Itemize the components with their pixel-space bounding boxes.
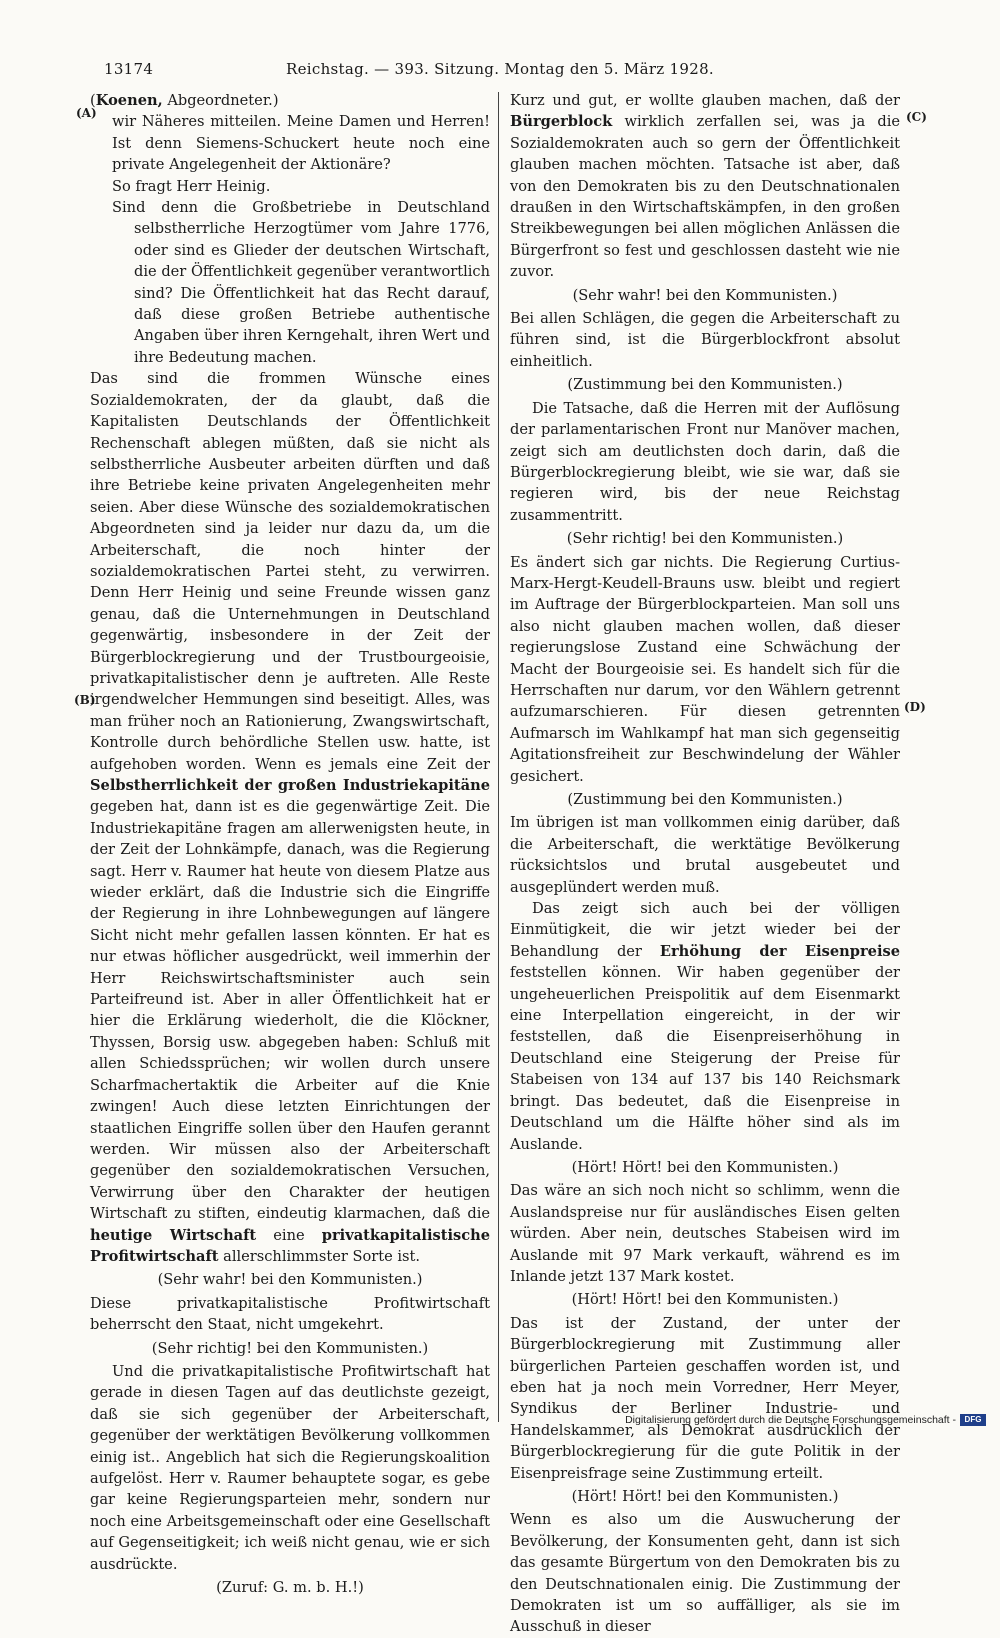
interjection: (Hört! Hört! bei den Kommunisten.) — [571, 1158, 839, 1176]
margin-marker-a: (A) — [76, 106, 97, 120]
speaker-role: Abgeordneter.) — [167, 92, 279, 109]
margin-marker-d: (D) — [904, 700, 926, 714]
speaker-line: (Koenen, Abgeordneter.) — [90, 92, 279, 109]
paragraph: Bei allen Schlägen, die gegen die Arbeiterschaft zu führen sind, ist die Bürgerblockfront absolut einheitlich. — [510, 310, 900, 370]
margin-marker-b: (B) — [74, 693, 96, 707]
dfg-logo-icon: DFG — [960, 1414, 986, 1426]
interjection: (Zuruf: G. m. b. H.!) — [216, 1579, 364, 1597]
margin-marker-c: (C) — [906, 110, 927, 124]
quotation: Sind denn die Großbetriebe in Deutschland selbstherrliche Herzogtümer vom Jahre 1776, oder sind es Glieder der deutschen Wirtschaft, die der Öffentlichkeit gegenüber verantwortlich sind? Die Öffentlichkeit hat das Recht darauf, daß diese großen Betriebe authentische Angaben über ihren Kerngehalt, ihren Wert und ihre Bedeutung machen. — [112, 199, 490, 366]
paragraph: Das ist der Zustand, der unter der Bürgerblockregierung mit Zustimmung aller bürgerlichen Parteien geschaffen worden ist, und eben hat ja noch mein Vorredner, Herr Meyer, Syndikus der Berliner Industrie- und Handelskammer, als Demokrat ausdrücklich der Bürgerblockregierung für die gute Politik in der Eisenpreisfrage seine Zustimmung erteilt. — [510, 1314, 900, 1482]
page-number: 13174 — [104, 60, 154, 78]
paragraph: Diese privatkapitalistische Profitwirtschaft beherrscht den Staat, nicht umgekehrt. — [90, 1294, 490, 1334]
interjection: (Hört! Hört! bei den Kommunisten.) — [571, 1488, 839, 1505]
interjection: (Sehr richtig! bei den Kommunisten.) — [151, 1339, 429, 1357]
paragraph: So fragt Herr Heinig. — [112, 177, 271, 195]
digitization-footer — [625, 1414, 986, 1426]
interjection: (Sehr richtig! bei den Kommunisten.) — [566, 530, 844, 548]
bold-phrase: Erhöhung der Eisenpreise — [659, 942, 900, 960]
bold-phrase: Bürgerblock — [510, 113, 613, 131]
bold-phrase: Selbstherrlichkeit der großen Industriekapitäne — [90, 777, 490, 794]
paragraph: Das wäre an sich noch nicht so schlimm, wenn die Auslandspreise nur für ausländisches Eisen gelten würden. Aber nein, deutsches Stabeisen wird im Auslande mit 97 Mark verkauft, während es im Inlande jetzt 137 Mark kostet. — [510, 1182, 900, 1285]
interjection: (Hört! Hört! bei den Kommunisten.) — [571, 1291, 839, 1309]
bold-phrase: heutige Wirtschaft — [90, 1226, 257, 1244]
footer-text: Digitalisierung gefördert durch die Deutsche Forschungsgemeinschaft - — [625, 1414, 956, 1426]
interjection: (Zustimmung bei den Kommunisten.) — [567, 376, 843, 394]
header-title: Reichstag. — 393. Sitzung. Montag den 5. März 1928. — [286, 60, 714, 78]
speaker-name: Koenen, — [95, 92, 163, 109]
paragraph: Es ändert sich gar nichts. Die Regierung Curtius-Marx-Hergt-Keudell-Brauns usw. bleibt und regiert im Auftrage der Bürgerblockparteien. Man soll uns also nicht glauben machen wollen, daß dieser regierungslose Zustand eine Schwächung der Macht der Bourgeoisie sei. Es handelt sich für die Herrschaften nur darum, vor den Wählern getrennt aufzumarschieren. Für diesen getrennten Aufmarsch im Wahlkampf hat man sich gegenseitig Agitationsfreiheit zur Beschwindelung der Wähler gesichert. — [510, 553, 900, 785]
interjection: (Sehr wahr! bei den Kommunisten.) — [157, 1271, 423, 1289]
paragraph: wir Näheres mitteilen. Meine Damen und Herren! Ist denn Siemens-Schuckert heute noch eine private Angelegenheit der Aktionäre? — [112, 113, 490, 174]
paragraph: Wenn es also um die Auswucherung der Bevölkerung, der Konsumenten geht, dann ist sich das gesamte Bürgertum von den Demokraten bis zu den Deutschnationalen einig. Die Zustimmung der Demokraten ist um so auffälliger, als sie im Ausschuß in dieser — [510, 1511, 900, 1636]
column-divider — [498, 92, 499, 1422]
left-column — [90, 90, 490, 1600]
right-column — [510, 90, 900, 1638]
paragraph: Das sind die frommen Wünsche eines Sozialdemokraten, der da glaubt, daß die Kapitalisten Deutschlands der Öffentlichkeit Rechenschaft ablegen müßten, daß sie nicht als selbstherrliche Ausbeuter arbeiten dürften und daß ihre Betriebe keine privaten Angelegenheiten mehr seien. Aber diese Wünsche des sozialdemokratischen Abgeordneten sind ja leider nur dazu da, um die Arbeiterschaft, die noch hinter der sozialdemokratischen Partei steht, zu verwirren. Denn Herr Heinig und seine Freunde wissen ganz genau, daß die Unternehmungen in Deutschland gegenwärtig, insbesondere in der Zeit der Bürgerblockregierung und der Trustbourgeoisie, privatkapitalistischer denn je auftreten. Alle Reste irgendwelcher Hemmungen sind beseitigt. Alles, was man früher noch an Rationierung, Zwangswirtschaft, Kontrolle durch behördliche Stellen usw. hatte, ist aufgehoben worden. Wenn es jemals eine Zeit der Selbstherrlichkeit der großen Industriekapitäne gegeben hat, dann ist es die gegenwärtige Zeit. Die Industriekapitäne fragen am allerwenigsten heute, in der Zeit der Lohnkämpfe, danach, was die Regierung sagt. Herr v. Raumer hat heute von diesem Platze aus wieder erklärt, daß die Industrie sich die Eingriffe der Regierung in ihre Lohnbewegungen auf längere Sicht nicht mehr gefallen lassen könnten. Er hat es nur etwas höflicher ausgedrückt, weil immerhin der Herr Reichswirtschaftsminister auch sein Parteifreund ist. Aber in aller Öffentlichkeit hat er hier die Erklärung wiederholt, die die Klöckner, Thyssen, Borsig usw. abgegeben haben: Schluß mit allen Schiedssprüchen; wir wollen durch unsere Scharfmachertaktik die Arbeiter auf die Knie zwingen! Auch diese letzten Einrichtungen der staatlichen Eingriffe sollen über den Haufen gerannt werden. Wir müssen also der Arbeiterschaft gegenüber den sozialdemokratischen Versuchen, Verwirrung über den Charakter der heutigen Wirtschaft zu stiften, eindeutig klarmachen, daß die heutige Wirtschaft eine privatkapitalistische Profitwirtschaft allerschlimmster Sorte ist. — [90, 370, 490, 1265]
paragraph: Die Tatsache, daß die Herren mit der Auflösung der parlamentarischen Front nur Manöver machen, zeigt sich am deutlichsten doch darin, daß die Bürgerblockregierung bleibt, wie sie war, daß sie regieren wird, bis der neue Reichstag zusammentritt. — [510, 399, 900, 524]
paragraph: Kurz und gut, er wollte glauben machen, daß der Bürgerblock wirklich zerfallen sei, was ja die Sozialdemokraten auch so gern der Öffentlichkeit glauben machen möchten. Tatsache ist aber, daß von den Demokraten bis zu den Deutschnationalen draußen in den Wirtschaftskämpfen, in den großen Streikbewegungen bei allen möglichen Anlässen die Bürgerfront so fest und geschlossen dasteht wie nie zuvor. — [510, 92, 901, 281]
paragraph: Und die privatkapitalistische Profitwirtschaft hat gerade in diesen Tagen auf das deutlichste gezeigt, daß sie sich gegenüber der Arbeiterschaft, gegenüber der werktätigen Bevölkerung vollkommen einig ist.. Angeblich hat sich die Regierungskoalition aufgelöst. Herr v. Raumer behauptete sogar, es gebe gar keine Regierungsparteien mehr, sondern nur noch eine Arbeitsgemeinschaft oder eine Gesellschaft auf Gegenseitigkeit; ich weiß nicht genau, wie er sich ausdrückte. — [90, 1362, 490, 1573]
interjection: (Sehr wahr! bei den Kommunisten.) — [572, 286, 838, 304]
paragraph: Im übrigen ist man vollkommen einig darüber, daß die Arbeiterschaft, die werktätige Bevölkerung rücksichtslos und brutal ausgebeutet und ausgeplündert werden muß. — [510, 814, 900, 896]
interjection: (Zustimmung bei den Kommunisten.) — [567, 791, 843, 808]
bold-phrase: privatkapitalistische Profitwirtschaft — [90, 1226, 490, 1265]
page-header — [104, 60, 904, 84]
paragraph: Das zeigt sich auch bei der völligen Einmütigkeit, die wir jetzt wieder bei der Behandlung der Erhöhung der Eisenpreise feststellen können. Wir haben gegenüber der ungeheuerlichen Preispolitik auf dem Eisenmarkt eine Interpellation eingereicht, in der wir feststellen, daß die Eisenpreiserhöhung in Deutschland eine Steigerung der Preise für Stabeisen von 134 auf 137 bis 140 Reichsmark bringt. Das bedeutet, daß die Eisenpreise in Deutschland um die Hälfte höher sind als im Auslande. — [510, 900, 900, 1153]
